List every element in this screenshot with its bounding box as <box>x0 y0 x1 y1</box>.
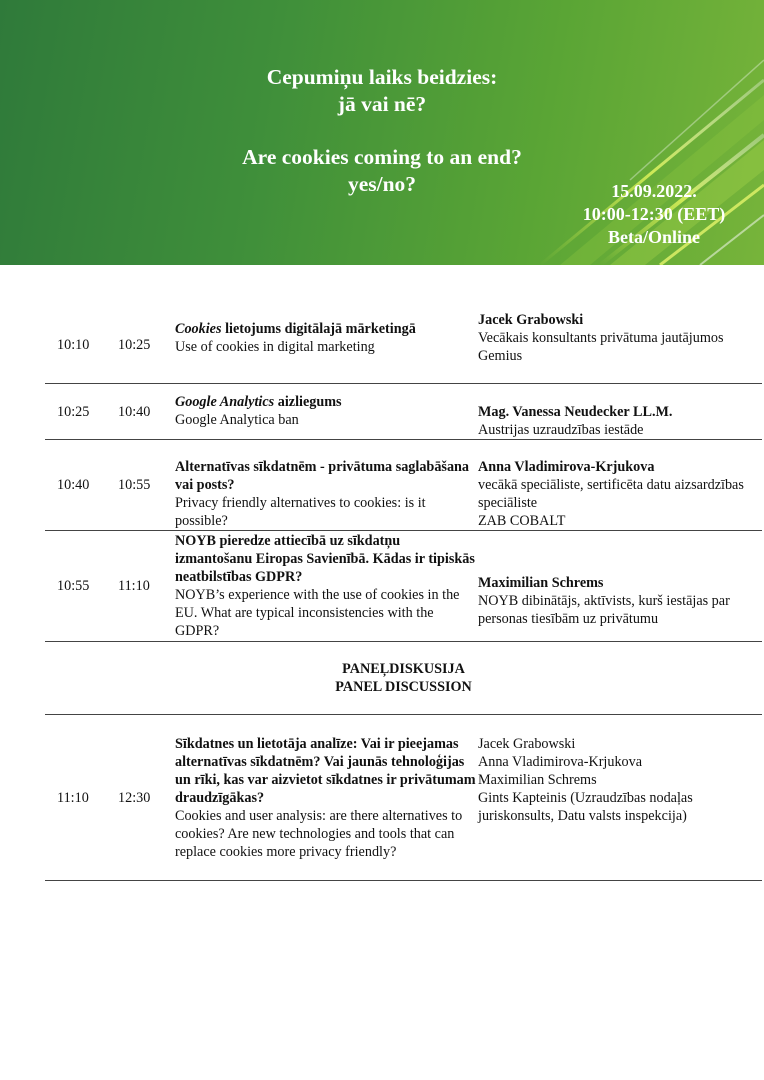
start-time: 11:10 <box>57 789 89 806</box>
speaker-org: ZAB COBALT <box>478 513 566 529</box>
panelist: Maximilian Schrems <box>478 772 597 788</box>
topic-en: NOYB’s experience with the use of cookies in the EU. What are typical inconsistencies with the GDPR? <box>175 587 460 639</box>
topic <box>173 384 476 429</box>
start-time: 10:55 <box>57 578 90 594</box>
topic-en: Cookies and user analysis: are there alternatives to cookies? Are new technologies and tools that can replace cookies more privacy friendly? <box>175 807 463 860</box>
panelists <box>476 715 762 825</box>
topic <box>173 735 476 861</box>
topic-en: Use of cookies in digital marketing <box>175 339 375 355</box>
end-time: 11:10 <box>118 578 150 594</box>
speaker-name: Anna Vladimirova-Krjukova <box>478 459 655 475</box>
topic-lv: NOYB pieredze attiecībā uz sīkdatņu izmantošanu Eiropas Savienībā. Kādas ir tipiskās neatbilstības GDPR? <box>175 533 475 585</box>
topic-lv: Sīkdatnes un lietotāja analīze: Vai ir pieejamas alternatīvas sīkdatnēm? Vai jaunās tehnoloģijas un rīki, kas var aizvietot sīkdatnes ir privātumam draudzīgākas? <box>175 735 476 806</box>
speaker-role: Vecākais konsultants privātuma jautājumos <box>478 330 724 346</box>
event-time: 10:00-12:30 (EET) <box>582 204 726 224</box>
title-lv-line2: jā vai nē? <box>337 92 427 116</box>
speaker <box>476 458 762 530</box>
start-time: 10:25 <box>57 403 90 420</box>
topic-lv-emphasis: Google Analytics <box>175 394 275 410</box>
agenda-row <box>45 307 762 384</box>
speaker-org: Gemius <box>478 348 523 364</box>
agenda-row <box>45 384 762 440</box>
speaker-name: Jacek Grabowski <box>478 312 584 328</box>
topic-lv: Alternatīvas sīkdatnēm - privātuma saglabāšana vai posts? <box>175 459 470 493</box>
panel-title-en: PANEL DISCUSSION <box>335 679 472 695</box>
topic-lv-emphasis: Cookies <box>175 321 222 337</box>
title-en-line1: Are cookies coming to an end? <box>242 145 522 169</box>
event-venue: Beta/Online <box>607 227 700 247</box>
topic-lv: aizliegums <box>274 394 342 410</box>
topic-en: Privacy friendly alternatives to cookies: is it possible? <box>175 495 426 529</box>
speaker-name: Mag. Vanessa Neudecker LL.M. <box>478 404 673 420</box>
topic <box>173 458 476 530</box>
title-lv-line1: Cepumiņu laiks beidzies: <box>266 65 498 89</box>
end-time: 10:55 <box>118 477 151 493</box>
agenda-row <box>45 440 762 531</box>
topic <box>173 307 476 356</box>
speaker <box>476 403 762 439</box>
panel-title-lv: PANEĻDISKUSIJA <box>342 661 465 677</box>
speaker-role: NOYB dibinātājs, aktīvists, kurš iestājas par personas tiesībām uz privātumu <box>478 593 730 627</box>
panelist: Anna Vladimirova-Krjukova <box>478 754 643 770</box>
end-time: 12:30 <box>118 789 151 806</box>
panel-discussion-heading <box>45 642 762 715</box>
panelist: Jacek Grabowski <box>478 736 576 752</box>
end-time: 10:25 <box>118 337 151 353</box>
topic-lv: lietojums digitālajā mārketingā <box>221 321 416 337</box>
speaker-role: vecākā speciāliste, sertificēta datu aizsardzības speciāliste <box>478 477 744 511</box>
speaker <box>476 307 762 365</box>
panelist: Gints Kapteinis (Uzraudzības nodaļas juriskonsults, Datu valsts inspekcija) <box>478 790 693 824</box>
topic <box>173 532 476 640</box>
speaker-role: Austrijas uzraudzības iestāde <box>478 422 644 438</box>
end-time: 10:40 <box>118 403 151 420</box>
agenda-table <box>45 307 762 881</box>
event-info <box>560 180 748 249</box>
header-banner <box>0 0 764 265</box>
topic-en: Google Analytica ban <box>175 412 299 428</box>
speaker-name: Maximilian Schrems <box>478 575 604 591</box>
start-time: 10:40 <box>57 477 90 493</box>
panel-row <box>45 715 762 881</box>
agenda-row <box>45 531 762 642</box>
speaker <box>476 544 762 628</box>
start-time: 10:10 <box>57 337 90 353</box>
event-date: 15.09.2022. <box>611 181 697 201</box>
title-en-line2: yes/no? <box>347 172 417 196</box>
event-title <box>0 64 764 198</box>
